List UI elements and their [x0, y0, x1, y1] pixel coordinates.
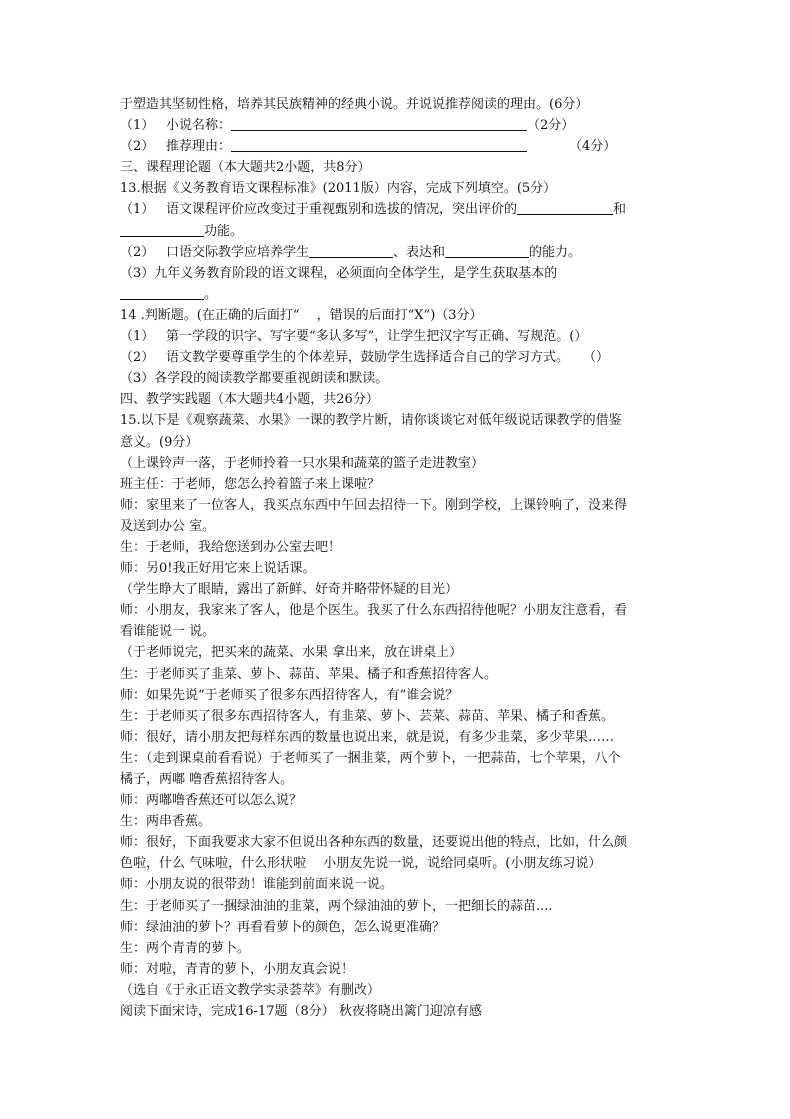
text-line: 于塑造其坚韧性格，培养其民族精神的经典小说。并说说推荐阅读的理由。(6分）: [120, 97, 589, 112]
item-text: 、表达和: [393, 244, 446, 260]
answer-blank[interactable]: [231, 137, 527, 152]
dialogue-line: 生：两串香蕉。: [120, 814, 212, 830]
item-text: 语文课程评价应改变过于重视甄别和选拔的情况，突出评价的: [166, 202, 518, 218]
item-number: （2）: [120, 139, 155, 155]
stage-direction: （于老师说完，把买来的蔬菜、水果 拿出来，放在讲桌上）: [120, 645, 463, 661]
dialogue-line: 师：两嘟噜香蕉还可以怎么说？: [120, 793, 303, 809]
question-stem: 13.根据《义务教育语文课程标准》(2011版）内容，完成下列填空。(5分）: [120, 181, 557, 197]
dialogue-line: 师：很好，下面我要求大家不但说出各种东西的数量，还要说出他的特点，比如，什么颜: [120, 835, 628, 851]
answer-blank[interactable]: [445, 243, 529, 258]
dialogue-line: 生：于老师，我给您送到办公室去吧！: [120, 539, 342, 555]
question-line: （3）九年义务教育阶段的语文课程，必须面向全体学生，是学生获取基本的: [120, 265, 558, 281]
dialogue-line: 师：家里来了一位客人，我买点东西中午回去招待一下。刚到学校，上课铃响了，没来得: [120, 497, 628, 513]
item-number: （2）: [120, 350, 155, 366]
dialogue-line: 看谁能说一 说。: [120, 624, 216, 640]
document-page: [120, 94, 680, 1022]
answer-blank[interactable]: [517, 200, 613, 215]
stage-direction: （学生睁大了眼睛，露出了新鲜、好奇并略带怀疑的目光）: [120, 582, 459, 598]
item-number: （1）: [120, 329, 155, 345]
dialogue-line: 色啦，什么 气味啦，什么形状啦 小朋友先说一说，说给同桌听。(小朋友练习说）: [120, 856, 602, 872]
dialogue-line: 橘子，两嘟 噜香蕉招待客人。: [120, 772, 294, 787]
dialogue-line: 生：于老师买了一捆绿油油的韭菜，两个绿油油的萝卜，一把细长的蒜苗....: [120, 898, 553, 914]
item-label: 小说名称：: [166, 118, 232, 134]
question-line: [120, 284, 680, 305]
question-line: [120, 221, 680, 242]
question-stem: 15.以下是《观察蔬菜、水果》一课的教学片断，请你谈谈它对低年级说话课教学的借鉴: [120, 413, 622, 429]
dialogue-line: 师：对啦，青青的萝卜，小朋友真会说！: [120, 961, 355, 977]
question-line: [120, 199, 680, 220]
answer-blank[interactable]: [120, 222, 204, 237]
question-stem: 阅读下面宋诗，完成16-17题（8分） 秋夜将晓出篱门迎凉有感: [120, 1004, 482, 1020]
item-text: 。: [204, 286, 218, 302]
item-text: 语文教学要尊重学生的个体差异，鼓励学生选择适合自己的学习方式。: [166, 350, 570, 366]
item-number: （1）: [120, 118, 155, 134]
item-text: 和: [613, 202, 627, 218]
question-stem: 14 .判断题。(在正确的后面打“ ，错误的后面打“X”)（3分）: [120, 307, 483, 323]
item-text: （）: [583, 350, 610, 366]
question-stem: 意义。(9分）: [120, 434, 199, 450]
item-text: 功能。: [204, 223, 244, 239]
dialogue-line: 生：于老师买了很多东西招待客人，有韭菜、萝卜、芸菜、蒜苗、苹果、橘子和香蕉。: [120, 708, 615, 724]
dialogue-line: 生：（走到课桌前看看说）于老师买了一捆韭菜，两个萝卜，一把蒜苗，七个苹果，八个: [120, 750, 621, 766]
answer-blank[interactable]: [231, 116, 527, 131]
dialogue-line: 师：很好，请小朋友把每样东西的数量也说出来，就是说，有多少韭菜，多少苹果……: [120, 729, 615, 745]
question-line: [120, 115, 680, 136]
question-line: [120, 326, 680, 347]
stage-direction: （上课铃声一落，于老师拎着一只水果和蔬菜的篮子走进教室）: [120, 455, 485, 471]
section-heading: 三、课程理论题（本大题共2小题，共8分）: [120, 160, 371, 176]
question-line: [120, 136, 680, 157]
dialogue-line: 师：小朋友说的很带劲！谁能到前面来说一说。: [120, 877, 394, 893]
dialogue-line: 生：两个青青的萝卜。: [120, 940, 251, 956]
score-note: （2分）: [527, 118, 575, 134]
dialogue-line: 师：绿油油的萝卜？再看看萝卜的颜色，怎么说更准确？: [120, 919, 446, 935]
dialogue-line: 师：小朋友，我家来了客人，他是个医生。我买了什么东西招待他呢？小朋友注意看，看: [120, 603, 628, 619]
item-text: 的能力。: [529, 244, 582, 260]
score-note: （4分）: [569, 139, 617, 155]
section-heading: 四、教学实践题（本大题共4小题，共26分）: [120, 392, 379, 408]
dialogue-line: 师：另0!我正好用它来上说话课。: [120, 561, 316, 577]
item-number: （2）: [120, 244, 155, 260]
item-number: （1）: [120, 202, 155, 218]
item-text: 第一学段的识字、写字要“多认多写”，让学生把汉字写正确、写规范。(）: [166, 329, 588, 345]
item-label: 推荐理由：: [166, 139, 232, 155]
question-line: [120, 347, 680, 368]
dialogue-line: 师：如果先说“于老师买了很多东西招待客人，有”谁会说？: [120, 687, 459, 703]
answer-blank[interactable]: [309, 243, 393, 258]
answer-blank[interactable]: [120, 285, 204, 300]
question-line: （3）各学段的阅读教学都要重视朗读和默读。: [120, 371, 389, 387]
item-text: 口语交际教学应培养学生: [166, 244, 310, 260]
question-line: [120, 242, 680, 263]
dialogue-line: 生：于老师买了韭菜、萝卜、蒜苗、苹果、橘子和香蕉招待客人。: [120, 666, 498, 682]
dialogue-line: 班主任：于老师，您怎么拎着篮子来上课啦？: [120, 476, 381, 492]
dialogue-line: 及送到办公 室。: [120, 518, 216, 534]
source-note: （选自《于永正语文教学实录荟萃》有删改）: [120, 982, 381, 998]
